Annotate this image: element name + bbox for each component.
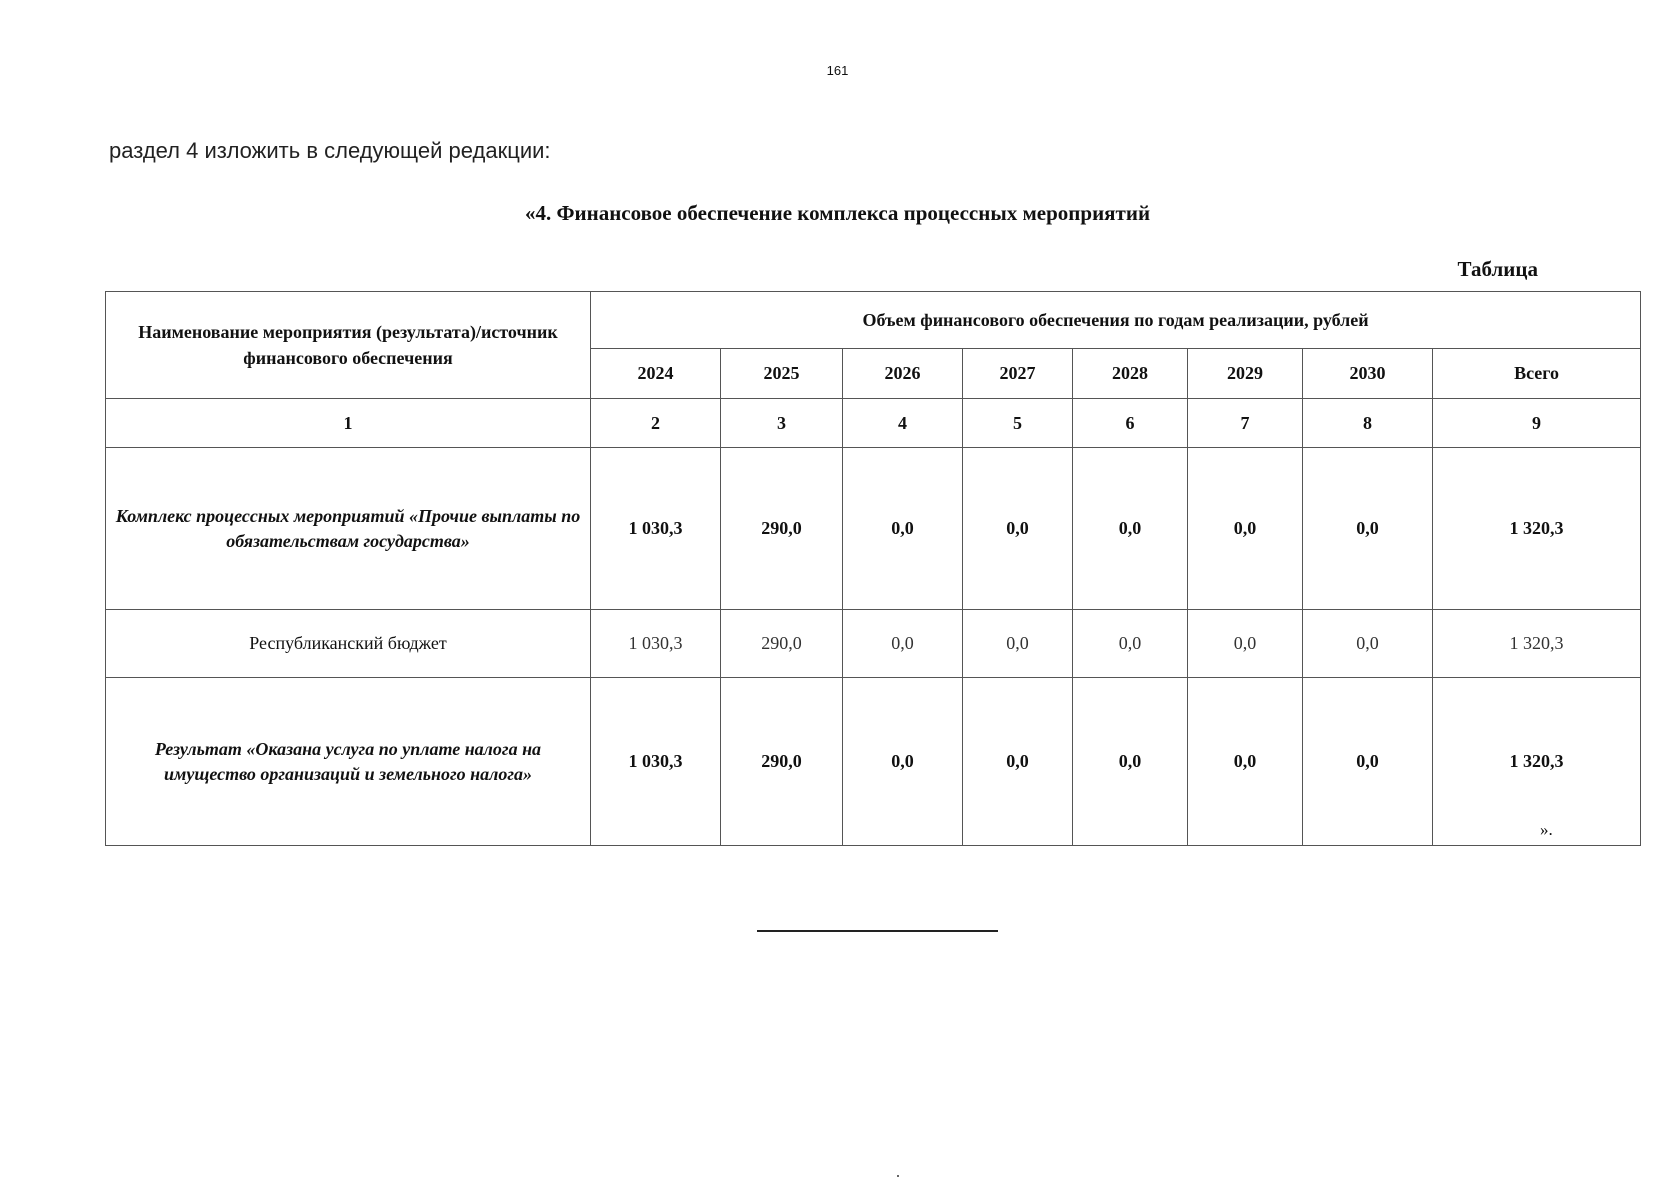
value-cell: 1 030,3: [591, 448, 721, 610]
value-cell: 0,0: [1073, 610, 1188, 678]
column-number: 4: [843, 399, 963, 448]
column-number: 7: [1188, 399, 1303, 448]
intro-text: раздел 4 изложить в следующей редакции:: [109, 138, 551, 163]
table-row: [106, 448, 1641, 610]
value-cell: 0,0: [963, 678, 1073, 846]
column-number: 8: [1303, 399, 1433, 448]
row-name: Результат «Оказана услуга по уплате налога на имущество организаций и земельного налога»: [106, 678, 591, 846]
row-name: Республиканский бюджет: [106, 610, 591, 678]
total-header: Всего: [1433, 349, 1641, 399]
year-header: 2025: [721, 349, 843, 399]
value-cell: 290,0: [721, 678, 843, 846]
value-cell: 0,0: [1188, 610, 1303, 678]
value-cell: 0,0: [1303, 678, 1433, 846]
value-cell: 0,0: [843, 610, 963, 678]
column-number: 6: [1073, 399, 1188, 448]
table-row: [106, 678, 1641, 846]
total-cell: 1 320,3: [1433, 678, 1641, 846]
value-cell: 0,0: [1188, 678, 1303, 846]
row-name: Комплекс процессных мероприятий «Прочие выплаты по обязательствам государства»: [106, 448, 591, 610]
table-row: [106, 610, 1641, 678]
value-cell: 0,0: [1073, 448, 1188, 610]
value-cell: 0,0: [1188, 448, 1303, 610]
value-cell: 0,0: [1303, 448, 1433, 610]
scan-speck: [897, 1175, 899, 1177]
page-number: 161: [826, 63, 849, 78]
table-label: Таблица: [1457, 257, 1538, 281]
closing-quote: ».: [1540, 820, 1553, 839]
year-header: 2030: [1303, 349, 1433, 399]
year-header: 2027: [963, 349, 1073, 399]
end-divider: [757, 930, 998, 932]
year-header: 2028: [1073, 349, 1188, 399]
name-column-header: Наименование мероприятия (результата)/источник финансового обеспечения: [106, 292, 591, 399]
year-header: 2024: [591, 349, 721, 399]
column-number: 2: [591, 399, 721, 448]
value-cell: 0,0: [843, 448, 963, 610]
value-cell: 0,0: [963, 610, 1073, 678]
column-number: 1: [106, 399, 591, 448]
value-cell: 290,0: [721, 610, 843, 678]
volume-header: Объем финансового обеспечения по годам реализации, рублей: [591, 292, 1641, 349]
section-title: «4. Финансовое обеспечение комплекса процессных мероприятий: [524, 201, 1151, 225]
column-number: 9: [1433, 399, 1641, 448]
value-cell: 0,0: [1073, 678, 1188, 846]
column-number: 5: [963, 399, 1073, 448]
value-cell: 1 030,3: [591, 678, 721, 846]
value-cell: 1 030,3: [591, 610, 721, 678]
year-header: 2029: [1188, 349, 1303, 399]
year-header: 2026: [843, 349, 963, 399]
header-row-1: [106, 292, 1641, 349]
total-cell: 1 320,3: [1433, 448, 1641, 610]
value-cell: 0,0: [1303, 610, 1433, 678]
value-cell: 0,0: [843, 678, 963, 846]
total-cell: 1 320,3: [1433, 610, 1641, 678]
value-cell: 290,0: [721, 448, 843, 610]
column-number-row: [106, 399, 1641, 448]
value-cell: 0,0: [963, 448, 1073, 610]
financing-table: [105, 291, 1641, 846]
column-number: 3: [721, 399, 843, 448]
